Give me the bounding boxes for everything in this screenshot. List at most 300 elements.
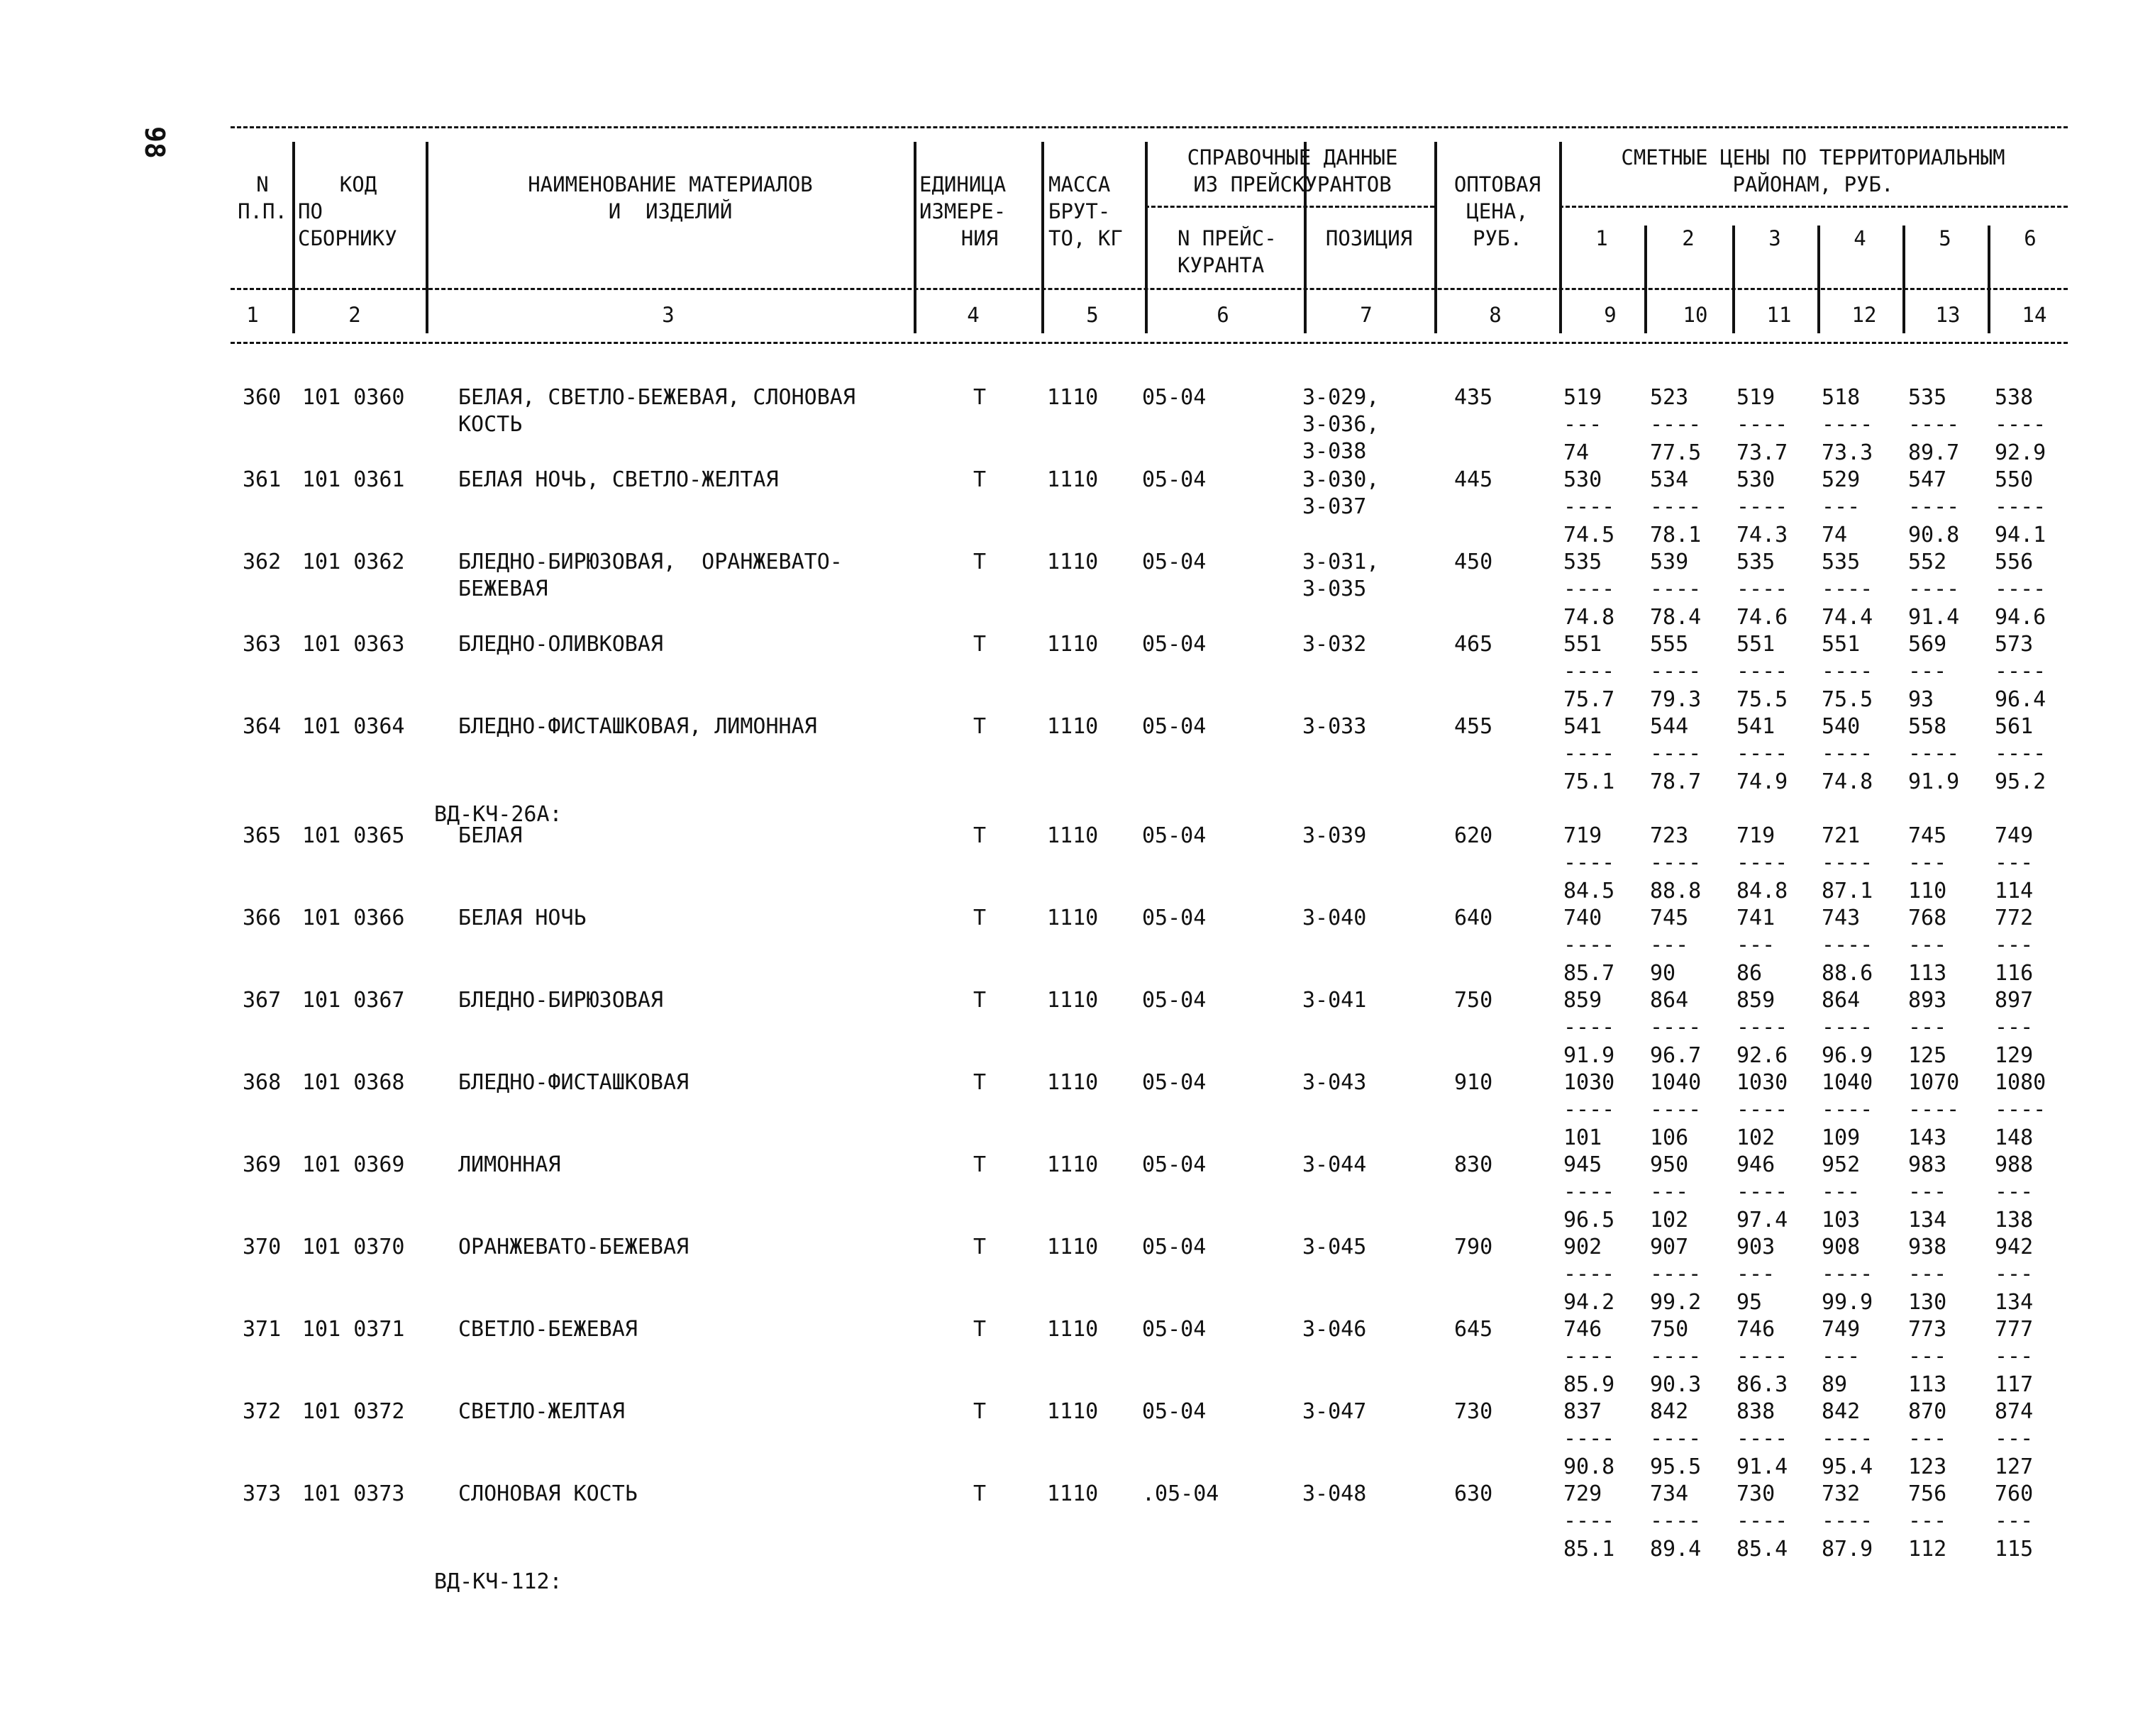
- row-estimate-divider: ----: [1822, 741, 1873, 766]
- row-wholesale-price: 750: [1454, 988, 1493, 1013]
- row-estimate-divider: ----: [1650, 1508, 1702, 1533]
- header-col2-line3: СБОРНИКУ: [298, 226, 397, 250]
- header-col3-line1: НАИМЕНОВАНИЕ МАТЕРИАЛОВ: [528, 172, 813, 196]
- row-transport-cost: 84.8: [1736, 879, 1788, 903]
- row-wholesale-price: 630: [1454, 1481, 1493, 1506]
- row-estimate-price: 535: [1563, 550, 1602, 574]
- row-code: 101 0361: [302, 467, 405, 492]
- header-col8-line2: ЦЕНА,: [1466, 199, 1529, 223]
- row-estimate-divider: ----: [1650, 1097, 1702, 1122]
- row-estimate-price: 518: [1822, 385, 1861, 410]
- colnum-separator: [292, 299, 295, 330]
- row-estimate-divider: ----: [1736, 1344, 1788, 1369]
- regions-group-rule: [1559, 206, 2068, 208]
- row-transport-cost: 91.4: [1908, 605, 1960, 630]
- row-code: 101 0369: [302, 1152, 405, 1177]
- row-transport-cost: 86.3: [1736, 1372, 1788, 1397]
- row-estimate-divider: ---: [1995, 1179, 2034, 1204]
- row-name: ЛИМОННАЯ: [458, 1152, 561, 1177]
- row-estimate-price: 539: [1650, 550, 1689, 574]
- row-pricelist: 05-04: [1142, 714, 1207, 739]
- row-transport-cost: 127: [1995, 1454, 2034, 1479]
- row-wholesale-price: 455: [1454, 714, 1493, 739]
- row-estimate-price: 540: [1822, 714, 1861, 739]
- row-unit: Т: [973, 1152, 987, 1177]
- row-pricelist: 05-04: [1142, 632, 1207, 657]
- row-name: БЛЕДНО-ФИСТАШКОВАЯ, ЛИМОННАЯ: [458, 714, 817, 739]
- row-transport-cost: 90: [1650, 961, 1676, 986]
- row-estimate-price: 551: [1563, 632, 1602, 657]
- row-estimate-price: 519: [1736, 385, 1775, 410]
- row-mass: 1110: [1047, 1317, 1099, 1342]
- row-transport-cost: 113: [1908, 961, 1947, 986]
- header-regions-line2: РАЙОНАМ, РУБ.: [1732, 172, 1894, 196]
- row-wholesale-price: 645: [1454, 1317, 1493, 1342]
- row-estimate-price: 541: [1563, 714, 1602, 739]
- row-estimate-price: 561: [1995, 714, 2034, 739]
- row-estimate-price: 897: [1995, 988, 2034, 1013]
- row-estimate-price: 745: [1908, 823, 1947, 848]
- row-estimate-price: 550: [1995, 467, 2034, 492]
- row-estimate-divider: ----: [1563, 741, 1615, 766]
- header-col1-line2: П.П.: [238, 199, 287, 223]
- header-colnum-4: 4: [967, 303, 980, 327]
- row-transport-cost: 114: [1995, 879, 2034, 903]
- header-colnum-5: 5: [1086, 303, 1099, 327]
- row-estimate-divider: ----: [1563, 1508, 1615, 1533]
- row-code: 101 0373: [302, 1481, 405, 1506]
- row-transport-cost: 78.4: [1650, 605, 1702, 630]
- row-estimate-divider: ----: [1563, 850, 1615, 875]
- row-estimate-price: 1040: [1822, 1070, 1873, 1095]
- row-estimate-divider: ----: [1995, 659, 2046, 684]
- row-code: 101 0364: [302, 714, 405, 739]
- colnum-separator: [1817, 299, 1820, 330]
- row-estimate-price: 760: [1995, 1481, 2034, 1506]
- row-transport-cost: 90.8: [1563, 1454, 1615, 1479]
- header-colnum-10: 10: [1683, 303, 1708, 327]
- row-transport-cost: 109: [1822, 1125, 1861, 1150]
- row-position: 3-030,: [1302, 467, 1380, 492]
- row-estimate-divider: ----: [1650, 741, 1702, 766]
- row-transport-cost: 102: [1650, 1208, 1689, 1233]
- row-estimate-price: 768: [1908, 906, 1947, 930]
- row-estimate-price: 719: [1563, 823, 1602, 848]
- row-transport-cost: 106: [1650, 1125, 1689, 1150]
- row-transport-cost: 96.5: [1563, 1208, 1615, 1233]
- row-estimate-price: 837: [1563, 1399, 1602, 1424]
- row-estimate-divider: ---: [1908, 1015, 1947, 1040]
- row-transport-cost: 95.4: [1822, 1454, 1873, 1479]
- header-region-6: 6: [2024, 226, 2037, 250]
- row-unit: Т: [973, 1070, 987, 1095]
- row-transport-cost: 91.4: [1736, 1454, 1788, 1479]
- header-colnum-6: 6: [1217, 303, 1229, 327]
- row-transport-cost: 117: [1995, 1372, 2034, 1397]
- header-col4-line3: НИЯ: [960, 226, 999, 250]
- row-estimate-price: 529: [1822, 467, 1861, 492]
- row-position: 3-040: [1302, 906, 1367, 930]
- row-mass: 1110: [1047, 385, 1099, 410]
- row-transport-cost: 94.6: [1995, 605, 2046, 630]
- row-estimate-divider: ----: [1995, 494, 2046, 519]
- row-estimate-divider: ----: [1650, 1344, 1702, 1369]
- row-estimate-divider: ---: [1563, 412, 1602, 437]
- header-top-rule: [231, 126, 2068, 128]
- row-estimate-divider: ----: [1822, 577, 1873, 601]
- row-estimate-price: 745: [1650, 906, 1689, 930]
- row-number: 362: [243, 550, 282, 574]
- row-estimate-price: 523: [1650, 385, 1689, 410]
- row-estimate-price: 541: [1736, 714, 1775, 739]
- row-transport-cost: 74.8: [1822, 769, 1873, 794]
- row-estimate-divider: ---: [1650, 1179, 1689, 1204]
- row-estimate-divider: ----: [1822, 1097, 1873, 1122]
- header-colnum-11: 11: [1766, 303, 1792, 327]
- row-estimate-divider: ----: [1736, 1015, 1788, 1040]
- row-mass: 1110: [1047, 1070, 1099, 1095]
- row-wholesale-price: 730: [1454, 1399, 1493, 1424]
- row-transport-cost: 91.9: [1908, 769, 1960, 794]
- row-estimate-divider: ----: [1908, 577, 1960, 601]
- row-unit: Т: [973, 1399, 987, 1424]
- row-estimate-price: 743: [1822, 906, 1861, 930]
- header-col5-line2: БРУТ-: [1048, 199, 1111, 223]
- header-col2-line1: КОД: [339, 172, 377, 196]
- row-estimate-divider: ---: [1822, 1179, 1861, 1204]
- row-mass: 1110: [1047, 1235, 1099, 1259]
- row-transport-cost: 95.2: [1995, 769, 2046, 794]
- row-position: 3-041: [1302, 988, 1367, 1013]
- row-estimate-divider: ---: [1908, 659, 1947, 684]
- row-estimate-price: 1080: [1995, 1070, 2046, 1095]
- row-code: 101 0363: [302, 632, 405, 657]
- row-estimate-divider: ----: [1736, 494, 1788, 519]
- row-name: СВЕТЛО-БЕЖЕВАЯ: [458, 1317, 638, 1342]
- row-transport-cost: 86: [1736, 961, 1763, 986]
- row-wholesale-price: 830: [1454, 1152, 1493, 1177]
- header-colnum-14: 14: [2022, 303, 2047, 327]
- row-estimate-divider: ----: [1563, 577, 1615, 601]
- row-estimate-price: 842: [1822, 1399, 1861, 1424]
- row-estimate-price: 547: [1908, 467, 1947, 492]
- row-estimate-divider: ----: [1822, 1262, 1873, 1286]
- row-estimate-divider: ----: [1822, 1015, 1873, 1040]
- row-estimate-price: 544: [1650, 714, 1689, 739]
- row-transport-cost: 97.4: [1736, 1208, 1788, 1233]
- row-position: 3-045: [1302, 1235, 1367, 1259]
- colnum-separator: [426, 299, 428, 330]
- row-transport-cost: 75.1: [1563, 769, 1615, 794]
- row-unit: Т: [973, 1317, 987, 1342]
- row-estimate-price: 535: [1822, 550, 1861, 574]
- row-estimate-divider: ----: [1650, 494, 1702, 519]
- header-col7: ПОЗИЦИЯ: [1325, 226, 1413, 250]
- header-regions-line1: СМЕТНЫЕ ЦЕНЫ ПО ТЕРРИТОРИАЛЬНЫМ: [1621, 145, 2005, 169]
- row-estimate-divider: ---: [1908, 850, 1947, 875]
- row-transport-cost: 102: [1736, 1125, 1775, 1150]
- row-name: СВЕТЛО-ЖЕЛТАЯ: [458, 1399, 625, 1424]
- row-estimate-divider: ----: [1563, 494, 1615, 519]
- row-estimate-price: 903: [1736, 1235, 1775, 1259]
- header-colnum-13: 13: [1935, 303, 1961, 327]
- row-estimate-price: 573: [1995, 632, 2034, 657]
- row-position: 3-044: [1302, 1152, 1367, 1177]
- header-region-5: 5: [1939, 226, 1951, 250]
- header-col5-line1: МАССА: [1048, 172, 1111, 196]
- colnum-separator: [1732, 299, 1735, 330]
- row-mass: 1110: [1047, 467, 1099, 492]
- group-heading: ВД-КЧ-26А:: [434, 802, 563, 827]
- row-unit: Т: [973, 1481, 987, 1506]
- row-position: 3-032: [1302, 632, 1367, 657]
- row-estimate-price: 988: [1995, 1152, 2034, 1177]
- row-number: 371: [243, 1317, 282, 1342]
- row-transport-cost: 129: [1995, 1043, 2034, 1068]
- row-transport-cost: 84.5: [1563, 879, 1615, 903]
- row-wholesale-price: 435: [1454, 385, 1493, 410]
- row-estimate-price: 950: [1650, 1152, 1689, 1177]
- row-pricelist: .05-04: [1142, 1481, 1219, 1506]
- row-transport-cost: 148: [1995, 1125, 2034, 1150]
- row-estimate-price: 569: [1908, 632, 1947, 657]
- row-pricelist: 05-04: [1142, 1317, 1207, 1342]
- row-transport-cost: 92.6: [1736, 1043, 1788, 1068]
- row-estimate-divider: ----: [1563, 1179, 1615, 1204]
- row-transport-cost: 89.4: [1650, 1537, 1702, 1562]
- row-number: 368: [243, 1070, 282, 1095]
- row-estimate-price: 907: [1650, 1235, 1689, 1259]
- row-estimate-divider: ----: [1822, 412, 1873, 437]
- row-estimate-price: 555: [1650, 632, 1689, 657]
- row-mass: 1110: [1047, 1152, 1099, 1177]
- row-pricelist: 05-04: [1142, 550, 1207, 574]
- row-estimate-price: 749: [1995, 823, 2034, 848]
- row-transport-cost: 92.9: [1995, 440, 2046, 465]
- header-col4-line1: ЕДИНИЦА: [919, 172, 1007, 196]
- row-number: 363: [243, 632, 282, 657]
- row-transport-cost: 95.5: [1650, 1454, 1702, 1479]
- row-estimate-price: 952: [1822, 1152, 1861, 1177]
- header-col8-line1: ОПТОВАЯ: [1453, 172, 1541, 196]
- row-position: 3-031,: [1302, 550, 1380, 574]
- row-unit: Т: [973, 1235, 987, 1259]
- row-transport-cost: 89: [1822, 1372, 1848, 1397]
- colnum-separator: [1559, 299, 1562, 330]
- row-code: 101 0372: [302, 1399, 405, 1424]
- row-estimate-divider: ----: [1563, 1097, 1615, 1122]
- row-estimate-divider: ----: [1822, 1426, 1873, 1451]
- row-transport-cost: 125: [1908, 1043, 1947, 1068]
- row-code: 101 0365: [302, 823, 405, 848]
- header-ref-group-line1: СПРАВОЧНЫЕ ДАННЫЕ: [1187, 145, 1398, 169]
- row-transport-cost: 78.7: [1650, 769, 1702, 794]
- row-estimate-price: 740: [1563, 906, 1602, 930]
- row-estimate-divider: ----: [1736, 659, 1788, 684]
- row-estimate-divider: ----: [1736, 1097, 1788, 1122]
- row-transport-cost: 90.3: [1650, 1372, 1702, 1397]
- colnum-separator: [1041, 299, 1044, 330]
- row-transport-cost: 94.1: [1995, 523, 2046, 547]
- row-estimate-price: 746: [1736, 1317, 1775, 1342]
- row-estimate-price: 945: [1563, 1152, 1602, 1177]
- ref-group-rule: [1145, 206, 1434, 208]
- row-position: 3-038: [1302, 439, 1367, 464]
- row-estimate-price: 1030: [1736, 1070, 1788, 1095]
- row-estimate-price: 746: [1563, 1317, 1602, 1342]
- row-estimate-price: 908: [1822, 1235, 1861, 1259]
- row-transport-cost: 110: [1908, 879, 1947, 903]
- row-transport-cost: 91.9: [1563, 1043, 1615, 1068]
- row-number: 361: [243, 467, 282, 492]
- row-estimate-price: 942: [1995, 1235, 2034, 1259]
- row-pricelist: 05-04: [1142, 988, 1207, 1013]
- row-estimate-price: 1040: [1650, 1070, 1702, 1095]
- row-estimate-divider: ----: [1650, 1426, 1702, 1451]
- row-unit: Т: [973, 632, 987, 657]
- row-estimate-price: 938: [1908, 1235, 1947, 1259]
- row-transport-cost: 99.9: [1822, 1290, 1873, 1315]
- page-number: 98: [139, 126, 170, 159]
- row-wholesale-price: 450: [1454, 550, 1493, 574]
- row-transport-cost: 143: [1908, 1125, 1947, 1150]
- row-position: 3-037: [1302, 494, 1367, 519]
- row-estimate-divider: ----: [1563, 1262, 1615, 1286]
- row-transport-cost: 75.5: [1822, 687, 1873, 712]
- row-transport-cost: 74: [1563, 440, 1590, 465]
- row-transport-cost: 74.6: [1736, 605, 1788, 630]
- row-transport-cost: 134: [1908, 1208, 1947, 1233]
- row-estimate-divider: ----: [1563, 1344, 1615, 1369]
- row-transport-cost: 96.7: [1650, 1043, 1702, 1068]
- row-estimate-price: 729: [1563, 1481, 1602, 1506]
- row-estimate-price: 556: [1995, 550, 2034, 574]
- row-estimate-divider: ---: [1822, 1344, 1861, 1369]
- row-estimate-divider: ----: [1736, 412, 1788, 437]
- row-mass: 1110: [1047, 823, 1099, 848]
- row-code: 101 0370: [302, 1235, 405, 1259]
- header-col8-line3: РУБ.: [1473, 226, 1522, 250]
- row-estimate-price: 859: [1736, 988, 1775, 1013]
- row-estimate-price: 721: [1822, 823, 1861, 848]
- row-code: 101 0367: [302, 988, 405, 1013]
- row-code: 101 0371: [302, 1317, 405, 1342]
- row-estimate-divider: ----: [1995, 577, 2046, 601]
- row-number: 367: [243, 988, 282, 1013]
- row-estimate-price: 1030: [1563, 1070, 1615, 1095]
- row-estimate-divider: ----: [1736, 1426, 1788, 1451]
- row-transport-cost: 74: [1822, 523, 1848, 547]
- row-transport-cost: 73.3: [1822, 440, 1873, 465]
- row-estimate-divider: ---: [1908, 1262, 1947, 1286]
- row-transport-cost: 99.2: [1650, 1290, 1702, 1315]
- row-name: БЕЛАЯ, СВЕТЛО-БЕЖЕВАЯ, СЛОНОВАЯ: [458, 385, 855, 410]
- header-colnum-2: 2: [348, 303, 361, 327]
- row-estimate-divider: ---: [1995, 1344, 2034, 1369]
- row-name: КОСТЬ: [458, 412, 523, 437]
- row-estimate-price: 902: [1563, 1235, 1602, 1259]
- row-estimate-price: 730: [1736, 1481, 1775, 1506]
- row-transport-cost: 87.9: [1822, 1537, 1873, 1562]
- row-position: 3-043: [1302, 1070, 1367, 1095]
- row-estimate-divider: ---: [1908, 1508, 1947, 1533]
- row-name: БЛЕДНО-БИРЮЗОВАЯ: [458, 988, 663, 1013]
- header-colnum-8: 8: [1489, 303, 1502, 327]
- row-estimate-price: 838: [1736, 1399, 1775, 1424]
- colnum-separator: [914, 299, 916, 330]
- row-estimate-divider: ---: [1995, 1426, 2034, 1451]
- row-estimate-price: 551: [1736, 632, 1775, 657]
- row-pricelist: 05-04: [1142, 467, 1207, 492]
- row-estimate-price: 719: [1736, 823, 1775, 848]
- row-position: 3-039: [1302, 823, 1367, 848]
- row-transport-cost: 88.8: [1650, 879, 1702, 903]
- header-col3-line2: И ИЗДЕЛИЙ: [608, 199, 733, 223]
- row-unit: Т: [973, 988, 987, 1013]
- row-estimate-price: 842: [1650, 1399, 1689, 1424]
- row-estimate-divider: ----: [1736, 741, 1788, 766]
- row-pricelist: 05-04: [1142, 1070, 1207, 1095]
- row-mass: 1110: [1047, 988, 1099, 1013]
- row-mass: 1110: [1047, 550, 1099, 574]
- row-estimate-price: 538: [1995, 385, 2034, 410]
- row-unit: Т: [973, 906, 987, 930]
- row-transport-cost: 90.8: [1908, 523, 1960, 547]
- row-estimate-price: 749: [1822, 1317, 1861, 1342]
- row-wholesale-price: 620: [1454, 823, 1493, 848]
- row-estimate-divider: ----: [1822, 1508, 1873, 1533]
- row-name: БЕЛАЯ НОЧЬ, СВЕТЛО-ЖЕЛТАЯ: [458, 467, 779, 492]
- header-region-3: 3: [1768, 226, 1781, 250]
- row-estimate-divider: ----: [1563, 933, 1615, 957]
- row-estimate-divider: ----: [1908, 1097, 1960, 1122]
- row-unit: Т: [973, 550, 987, 574]
- row-estimate-divider: ----: [1736, 577, 1788, 601]
- row-transport-cost: 95: [1736, 1290, 1763, 1315]
- row-estimate-price: 874: [1995, 1399, 2034, 1424]
- row-unit: Т: [973, 467, 987, 492]
- row-unit: Т: [973, 823, 987, 848]
- row-position: 3-029,: [1302, 385, 1380, 410]
- row-estimate-divider: ----: [1650, 1015, 1702, 1040]
- header-colnum-1: 1: [246, 303, 259, 327]
- row-transport-cost: 96.4: [1995, 687, 2046, 712]
- header-col4-line2: ИЗМЕРЕ-: [919, 199, 1007, 223]
- row-transport-cost: 85.9: [1563, 1372, 1615, 1397]
- row-mass: 1110: [1047, 1399, 1099, 1424]
- row-pricelist: 05-04: [1142, 385, 1207, 410]
- header-colnum-12: 12: [1851, 303, 1877, 327]
- row-estimate-divider: ---: [1908, 933, 1947, 957]
- row-transport-cost: 123: [1908, 1454, 1947, 1479]
- row-estimate-divider: ----: [1908, 741, 1960, 766]
- colnum-separator: [1434, 299, 1437, 330]
- row-mass: 1110: [1047, 714, 1099, 739]
- row-pricelist: 05-04: [1142, 823, 1207, 848]
- row-name: ОРАНЖЕВАТО-БЕЖЕВАЯ: [458, 1235, 689, 1259]
- header-bottom-rule: [231, 342, 2068, 344]
- row-estimate-price: 519: [1563, 385, 1602, 410]
- row-estimate-price: 756: [1908, 1481, 1947, 1506]
- row-transport-cost: 85.7: [1563, 961, 1615, 986]
- header-col6-line2: КУРАНТА: [1178, 253, 1265, 277]
- row-code: 101 0366: [302, 906, 405, 930]
- row-estimate-divider: ----: [1995, 1097, 2046, 1122]
- row-position: 3-035: [1302, 577, 1367, 601]
- row-transport-cost: 89.7: [1908, 440, 1960, 465]
- header-col1-line1: N: [256, 172, 269, 196]
- row-wholesale-price: 640: [1454, 906, 1493, 930]
